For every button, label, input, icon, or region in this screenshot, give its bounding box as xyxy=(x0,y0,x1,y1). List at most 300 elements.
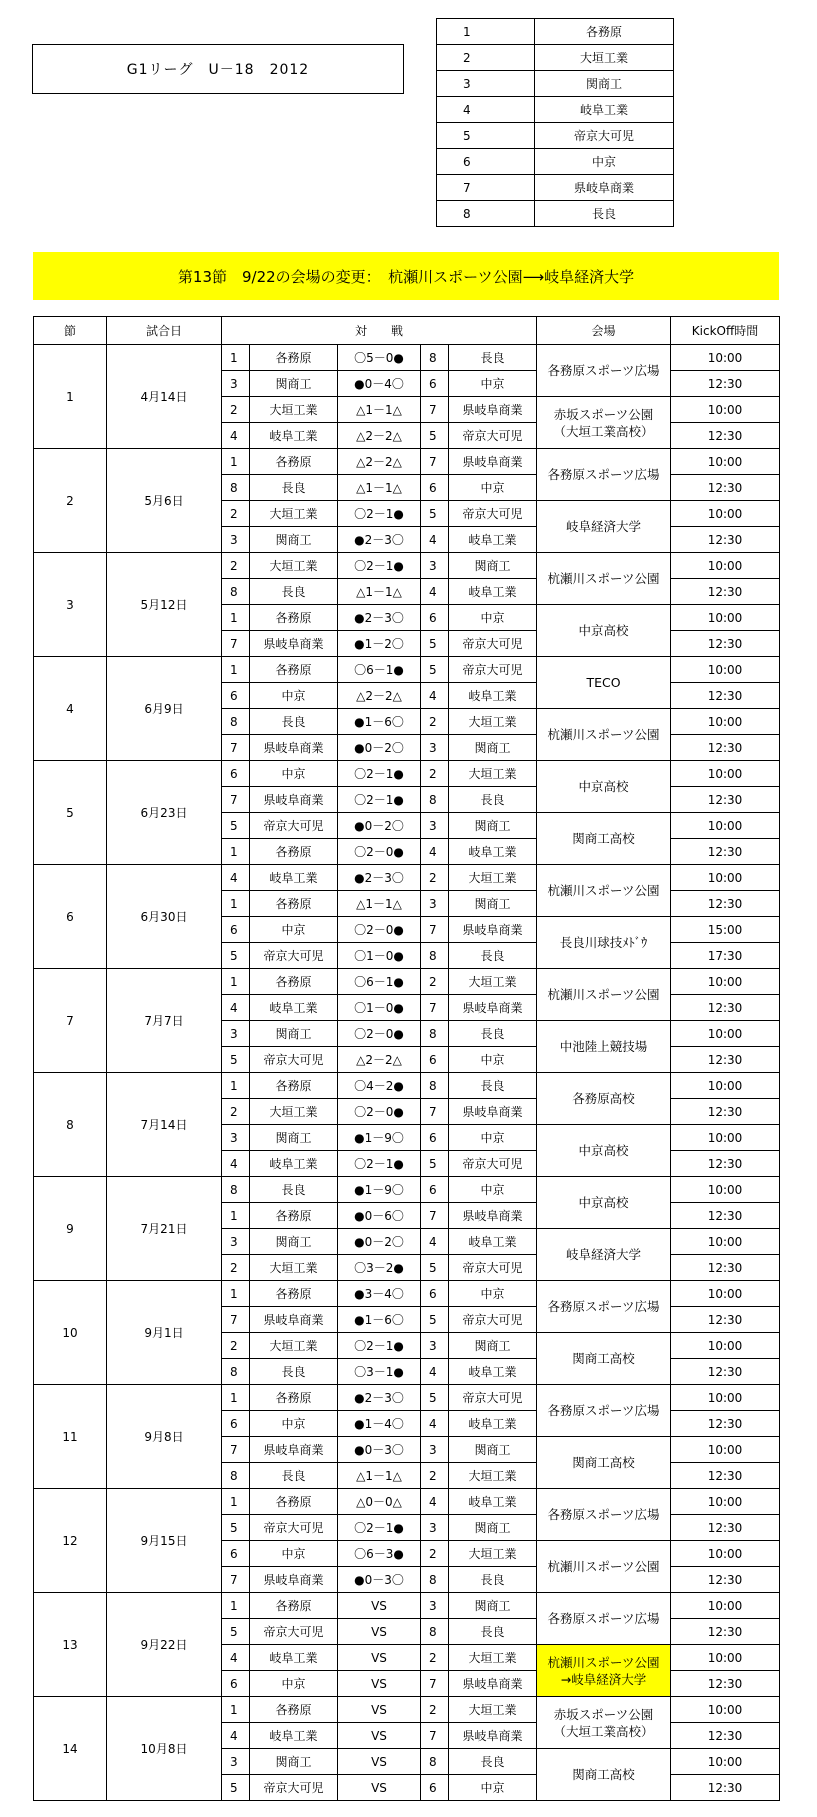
team-number: 2 xyxy=(437,45,535,71)
away-team-number: 4 xyxy=(421,1411,449,1437)
home-team: 帝京大可児 xyxy=(250,1047,338,1073)
kickoff-time: 12:30 xyxy=(671,423,780,449)
match-score: VS xyxy=(338,1619,421,1645)
match-date: 7月14日 xyxy=(107,1073,222,1177)
away-team-number: 4 xyxy=(421,579,449,605)
match-score: ●1－9〇 xyxy=(338,1125,421,1151)
away-team: 中京 xyxy=(449,1281,537,1307)
kickoff-time: 10:00 xyxy=(671,865,780,891)
home-team-number: 1 xyxy=(222,1593,250,1619)
match-score: ●0－2〇 xyxy=(338,1229,421,1255)
team-number: 6 xyxy=(437,149,535,175)
home-team: 大垣工業 xyxy=(250,1099,338,1125)
away-team-number: 5 xyxy=(421,1151,449,1177)
away-team: 岐阜工業 xyxy=(449,839,537,865)
away-team: 県岐阜商業 xyxy=(449,1671,537,1697)
match-date: 10月8日 xyxy=(107,1697,222,1801)
kickoff-time: 12:30 xyxy=(671,995,780,1021)
match-score: △1－1△ xyxy=(338,1463,421,1489)
venue: 岐阜経済大学 xyxy=(537,1229,671,1281)
kickoff-time: 17:30 xyxy=(671,943,780,969)
team-name: 関商工 xyxy=(535,71,674,97)
match-score: 〇5－0● xyxy=(338,345,421,371)
away-team: 関商工 xyxy=(449,1515,537,1541)
team-number: 7 xyxy=(437,175,535,201)
match-score: VS xyxy=(338,1723,421,1749)
away-team: 岐阜工業 xyxy=(449,579,537,605)
team-row xyxy=(437,19,674,45)
team-number: 4 xyxy=(437,97,535,123)
match-date: 5月12日 xyxy=(107,553,222,657)
match-row xyxy=(34,1177,780,1203)
venue: 中京高校 xyxy=(537,605,671,657)
home-team-number: 6 xyxy=(222,1541,250,1567)
match-row xyxy=(34,345,780,371)
home-team-number: 1 xyxy=(222,345,250,371)
home-team: 各務原 xyxy=(250,449,338,475)
kickoff-time: 12:30 xyxy=(671,839,780,865)
match-row xyxy=(34,1073,780,1099)
kickoff-time: 10:00 xyxy=(671,449,780,475)
match-score: 〇2－1● xyxy=(338,1151,421,1177)
away-team-number: 3 xyxy=(421,735,449,761)
match-score: ●0－2〇 xyxy=(338,735,421,761)
home-team: 長良 xyxy=(250,1359,338,1385)
away-team-number: 3 xyxy=(421,553,449,579)
home-team-number: 2 xyxy=(222,501,250,527)
away-team: 帝京大可児 xyxy=(449,1307,537,1333)
away-team-number: 7 xyxy=(421,917,449,943)
home-team: 長良 xyxy=(250,1463,338,1489)
team-row xyxy=(437,175,674,201)
venue: 関商工高校 xyxy=(537,1749,671,1801)
home-team-number: 7 xyxy=(222,631,250,657)
home-team: 県岐阜商業 xyxy=(250,631,338,657)
home-team-number: 1 xyxy=(222,605,250,631)
venue: 中京高校 xyxy=(537,761,671,813)
home-team-number: 2 xyxy=(222,553,250,579)
match-date: 9月8日 xyxy=(107,1385,222,1489)
home-team-number: 5 xyxy=(222,1619,250,1645)
match-score: VS xyxy=(338,1671,421,1697)
home-team: 中京 xyxy=(250,683,338,709)
kickoff-time: 12:30 xyxy=(671,1359,780,1385)
venue: 杭瀬川スポーツ公園 xyxy=(537,969,671,1021)
away-team-number: 6 xyxy=(421,371,449,397)
venue: 各務原スポーツ広場 xyxy=(537,1489,671,1541)
home-team: 各務原 xyxy=(250,1697,338,1723)
match-score: 〇4－2● xyxy=(338,1073,421,1099)
away-team: 岐阜工業 xyxy=(449,1359,537,1385)
home-team-number: 4 xyxy=(222,995,250,1021)
home-team: 長良 xyxy=(250,709,338,735)
match-score: △2－2△ xyxy=(338,683,421,709)
kickoff-time: 10:00 xyxy=(671,1229,780,1255)
home-team-number: 4 xyxy=(222,865,250,891)
match-score: 〇2－1● xyxy=(338,761,421,787)
away-team: 関商工 xyxy=(449,735,537,761)
kickoff-time: 10:00 xyxy=(671,1073,780,1099)
match-score: 〇6－3● xyxy=(338,1541,421,1567)
away-team: 中京 xyxy=(449,1775,537,1801)
away-team-number: 5 xyxy=(421,657,449,683)
home-team: 各務原 xyxy=(250,891,338,917)
match-row xyxy=(34,657,780,683)
team-name: 帝京大可児 xyxy=(535,123,674,149)
home-team-number: 1 xyxy=(222,1203,250,1229)
home-team-number: 8 xyxy=(222,1359,250,1385)
away-team-number: 4 xyxy=(421,683,449,709)
kickoff-time: 12:30 xyxy=(671,1671,780,1697)
venue: 各務原高校 xyxy=(537,1073,671,1125)
round-number: 14 xyxy=(34,1697,107,1801)
home-team: 長良 xyxy=(250,475,338,501)
away-team-number: 2 xyxy=(421,1463,449,1489)
away-team-number: 5 xyxy=(421,501,449,527)
round-number: 11 xyxy=(34,1385,107,1489)
home-team: 岐阜工業 xyxy=(250,995,338,1021)
away-team: 帝京大可児 xyxy=(449,501,537,527)
home-team: 帝京大可児 xyxy=(250,813,338,839)
kickoff-time: 15:00 xyxy=(671,917,780,943)
away-team-number: 5 xyxy=(421,423,449,449)
kickoff-time: 10:00 xyxy=(671,709,780,735)
away-team-number: 7 xyxy=(421,1099,449,1125)
away-team: 長良 xyxy=(449,943,537,969)
match-row xyxy=(34,1385,780,1411)
home-team-number: 1 xyxy=(222,1697,250,1723)
away-team: 長良 xyxy=(449,1021,537,1047)
away-team: 長良 xyxy=(449,1619,537,1645)
match-score: ●1－6〇 xyxy=(338,709,421,735)
team-name: 大垣工業 xyxy=(535,45,674,71)
kickoff-time: 10:00 xyxy=(671,1593,780,1619)
away-team-number: 6 xyxy=(421,1775,449,1801)
home-team: 各務原 xyxy=(250,1489,338,1515)
match-score: ●1－4〇 xyxy=(338,1411,421,1437)
away-team-number: 6 xyxy=(421,1281,449,1307)
home-team: 各務原 xyxy=(250,657,338,683)
header-kickoff: KickOff時間 xyxy=(671,317,780,345)
venue: 各務原スポーツ広場 xyxy=(537,1593,671,1645)
away-team: 大垣工業 xyxy=(449,1541,537,1567)
match-score: VS xyxy=(338,1593,421,1619)
away-team: 帝京大可児 xyxy=(449,1255,537,1281)
match-row xyxy=(34,553,780,579)
match-score: 〇1－0● xyxy=(338,943,421,969)
venue: 各務原スポーツ広場 xyxy=(537,449,671,501)
home-team: 関商工 xyxy=(250,527,338,553)
round-number: 5 xyxy=(34,761,107,865)
kickoff-time: 12:30 xyxy=(671,1411,780,1437)
round-number: 13 xyxy=(34,1593,107,1697)
home-team: 帝京大可児 xyxy=(250,943,338,969)
away-team: 関商工 xyxy=(449,553,537,579)
home-team-number: 1 xyxy=(222,1489,250,1515)
team-name: 長良 xyxy=(535,201,674,227)
team-row xyxy=(437,201,674,227)
away-team: 大垣工業 xyxy=(449,1697,537,1723)
match-score: 〇3－2● xyxy=(338,1255,421,1281)
kickoff-time: 12:30 xyxy=(671,735,780,761)
match-date: 9月22日 xyxy=(107,1593,222,1697)
away-team: 長良 xyxy=(449,1749,537,1775)
kickoff-time: 10:00 xyxy=(671,969,780,995)
home-team-number: 2 xyxy=(222,1255,250,1281)
home-team-number: 1 xyxy=(222,1281,250,1307)
home-team-number: 7 xyxy=(222,735,250,761)
home-team-number: 7 xyxy=(222,787,250,813)
home-team-number: 4 xyxy=(222,1723,250,1749)
kickoff-time: 10:00 xyxy=(671,1333,780,1359)
kickoff-time: 10:00 xyxy=(671,1541,780,1567)
home-team-number: 4 xyxy=(222,1151,250,1177)
match-score: 〇1－0● xyxy=(338,995,421,1021)
round-number: 4 xyxy=(34,657,107,761)
away-team-number: 3 xyxy=(421,1593,449,1619)
venue-change-notice: 第13節 9/22の会場の変更： 杭瀬川スポーツ公園⟶岐阜経済大学 xyxy=(33,252,779,300)
venue: 各務原スポーツ広場 xyxy=(537,345,671,397)
away-team-number: 8 xyxy=(421,1619,449,1645)
kickoff-time: 10:00 xyxy=(671,501,780,527)
away-team: 岐阜工業 xyxy=(449,1489,537,1515)
home-team-number: 5 xyxy=(222,1515,250,1541)
away-team: 中京 xyxy=(449,475,537,501)
match-score: △0－0△ xyxy=(338,1489,421,1515)
venue: 各務原スポーツ広場 xyxy=(537,1385,671,1437)
away-team-number: 6 xyxy=(421,1177,449,1203)
away-team-number: 7 xyxy=(421,1203,449,1229)
kickoff-time: 10:00 xyxy=(671,1489,780,1515)
header-match: 対 戦 xyxy=(222,317,537,345)
match-score: 〇2－1● xyxy=(338,1333,421,1359)
home-team-number: 6 xyxy=(222,761,250,787)
match-score: △1－1△ xyxy=(338,891,421,917)
match-score: ●3－4〇 xyxy=(338,1281,421,1307)
venue: 中京高校 xyxy=(537,1177,671,1229)
match-row xyxy=(34,761,780,787)
home-team-number: 2 xyxy=(222,1333,250,1359)
home-team: 各務原 xyxy=(250,839,338,865)
away-team-number: 8 xyxy=(421,943,449,969)
home-team: 各務原 xyxy=(250,1385,338,1411)
home-team: 県岐阜商業 xyxy=(250,1307,338,1333)
home-team: 大垣工業 xyxy=(250,1333,338,1359)
away-team: 県岐阜商業 xyxy=(449,917,537,943)
away-team: 大垣工業 xyxy=(449,1645,537,1671)
kickoff-time: 10:00 xyxy=(671,1437,780,1463)
home-team-number: 1 xyxy=(222,1073,250,1099)
kickoff-time: 10:00 xyxy=(671,1125,780,1151)
home-team: 関商工 xyxy=(250,1021,338,1047)
away-team: 県岐阜商業 xyxy=(449,449,537,475)
round-number: 9 xyxy=(34,1177,107,1281)
home-team: 関商工 xyxy=(250,1749,338,1775)
kickoff-time: 10:00 xyxy=(671,657,780,683)
schedule-table xyxy=(33,316,780,1801)
away-team: 岐阜工業 xyxy=(449,683,537,709)
away-team-number: 7 xyxy=(421,1671,449,1697)
away-team-number: 4 xyxy=(421,1489,449,1515)
venue: 赤坂スポーツ公園 （大垣工業高校） xyxy=(537,1697,671,1749)
team-row xyxy=(437,123,674,149)
away-team: 帝京大可児 xyxy=(449,423,537,449)
match-score: ●0－3〇 xyxy=(338,1567,421,1593)
home-team: 中京 xyxy=(250,761,338,787)
home-team: 岐阜工業 xyxy=(250,423,338,449)
match-score: 〇2－1● xyxy=(338,501,421,527)
home-team: 県岐阜商業 xyxy=(250,787,338,813)
kickoff-time: 12:30 xyxy=(671,579,780,605)
round-number: 10 xyxy=(34,1281,107,1385)
home-team-number: 2 xyxy=(222,397,250,423)
match-score: ●2－3〇 xyxy=(338,1385,421,1411)
kickoff-time: 10:00 xyxy=(671,1021,780,1047)
home-team-number: 3 xyxy=(222,371,250,397)
team-list xyxy=(436,18,674,227)
kickoff-time: 12:30 xyxy=(671,1203,780,1229)
home-team-number: 6 xyxy=(222,1671,250,1697)
match-score: ●2－3〇 xyxy=(338,527,421,553)
home-team-number: 7 xyxy=(222,1307,250,1333)
away-team-number: 5 xyxy=(421,1385,449,1411)
match-date: 6月9日 xyxy=(107,657,222,761)
away-team-number: 6 xyxy=(421,1125,449,1151)
kickoff-time: 10:00 xyxy=(671,1281,780,1307)
home-team-number: 4 xyxy=(222,1645,250,1671)
away-team-number: 4 xyxy=(421,1229,449,1255)
home-team-number: 3 xyxy=(222,1749,250,1775)
match-row xyxy=(34,1593,780,1619)
home-team-number: 5 xyxy=(222,1775,250,1801)
kickoff-time: 12:30 xyxy=(671,1047,780,1073)
away-team-number: 4 xyxy=(421,1359,449,1385)
team-name: 各務原 xyxy=(535,19,674,45)
kickoff-time: 12:30 xyxy=(671,1463,780,1489)
away-team-number: 2 xyxy=(421,1541,449,1567)
away-team-number: 7 xyxy=(421,1723,449,1749)
venue: 杭瀬川スポーツ公園 →岐阜経済大学 xyxy=(537,1645,671,1697)
home-team-number: 7 xyxy=(222,1567,250,1593)
home-team-number: 5 xyxy=(222,813,250,839)
away-team: 関商工 xyxy=(449,891,537,917)
kickoff-time: 10:00 xyxy=(671,1749,780,1775)
away-team: 県岐阜商業 xyxy=(449,1723,537,1749)
match-row xyxy=(34,1281,780,1307)
home-team-number: 6 xyxy=(222,683,250,709)
match-score: VS xyxy=(338,1775,421,1801)
match-score: △1－1△ xyxy=(338,397,421,423)
match-score: △2－2△ xyxy=(338,1047,421,1073)
venue: 岐阜経済大学 xyxy=(537,501,671,553)
away-team: 中京 xyxy=(449,371,537,397)
away-team-number: 3 xyxy=(421,1333,449,1359)
home-team-number: 6 xyxy=(222,917,250,943)
home-team-number: 3 xyxy=(222,1125,250,1151)
away-team-number: 4 xyxy=(421,839,449,865)
away-team: 関商工 xyxy=(449,1333,537,1359)
venue: 杭瀬川スポーツ公園 xyxy=(537,709,671,761)
away-team: 大垣工業 xyxy=(449,761,537,787)
away-team-number: 7 xyxy=(421,449,449,475)
away-team: 帝京大可児 xyxy=(449,1151,537,1177)
away-team-number: 8 xyxy=(421,1749,449,1775)
kickoff-time: 10:00 xyxy=(671,813,780,839)
match-score: VS xyxy=(338,1645,421,1671)
home-team-number: 3 xyxy=(222,1229,250,1255)
home-team-number: 5 xyxy=(222,943,250,969)
home-team: 各務原 xyxy=(250,1203,338,1229)
away-team-number: 8 xyxy=(421,345,449,371)
home-team-number: 8 xyxy=(222,709,250,735)
kickoff-time: 12:30 xyxy=(671,1567,780,1593)
venue: TECO xyxy=(537,657,671,709)
home-team: 大垣工業 xyxy=(250,553,338,579)
home-team: 関商工 xyxy=(250,1229,338,1255)
home-team-number: 1 xyxy=(222,891,250,917)
away-team: 長良 xyxy=(449,1567,537,1593)
header-venue: 会場 xyxy=(537,317,671,345)
kickoff-time: 10:00 xyxy=(671,345,780,371)
match-score: ●1－2〇 xyxy=(338,631,421,657)
match-score: ●0－6〇 xyxy=(338,1203,421,1229)
away-team-number: 6 xyxy=(421,1047,449,1073)
team-number: 3 xyxy=(437,71,535,97)
match-score: ●2－3〇 xyxy=(338,605,421,631)
team-row xyxy=(437,45,674,71)
match-row xyxy=(34,865,780,891)
venue: 杭瀬川スポーツ公園 xyxy=(537,1541,671,1593)
home-team: 県岐阜商業 xyxy=(250,1567,338,1593)
away-team: 大垣工業 xyxy=(449,1463,537,1489)
away-team-number: 8 xyxy=(421,787,449,813)
home-team-number: 4 xyxy=(222,423,250,449)
kickoff-time: 12:30 xyxy=(671,1307,780,1333)
away-team: 岐阜工業 xyxy=(449,1229,537,1255)
match-score: 〇3－1● xyxy=(338,1359,421,1385)
kickoff-time: 12:30 xyxy=(671,1775,780,1801)
match-score: △2－2△ xyxy=(338,423,421,449)
home-team-number: 3 xyxy=(222,1021,250,1047)
kickoff-time: 12:30 xyxy=(671,475,780,501)
home-team: 各務原 xyxy=(250,1593,338,1619)
away-team-number: 3 xyxy=(421,891,449,917)
home-team: 各務原 xyxy=(250,1281,338,1307)
team-name: 中京 xyxy=(535,149,674,175)
home-team-number: 7 xyxy=(222,1437,250,1463)
kickoff-time: 12:30 xyxy=(671,1151,780,1177)
match-score: ●0－2〇 xyxy=(338,813,421,839)
venue: 中京高校 xyxy=(537,1125,671,1177)
home-team: 帝京大可児 xyxy=(250,1775,338,1801)
home-team: 各務原 xyxy=(250,605,338,631)
away-team: 長良 xyxy=(449,787,537,813)
match-date: 6月30日 xyxy=(107,865,222,969)
match-score: 〇2－0● xyxy=(338,1099,421,1125)
home-team: 岐阜工業 xyxy=(250,1151,338,1177)
away-team: 大垣工業 xyxy=(449,969,537,995)
away-team-number: 7 xyxy=(421,995,449,1021)
kickoff-time: 12:30 xyxy=(671,787,780,813)
home-team-number: 8 xyxy=(222,579,250,605)
match-score: 〇2－1● xyxy=(338,787,421,813)
away-team-number: 8 xyxy=(421,1567,449,1593)
away-team: 関商工 xyxy=(449,813,537,839)
home-team: 帝京大可児 xyxy=(250,1619,338,1645)
round-number: 6 xyxy=(34,865,107,969)
match-date: 9月15日 xyxy=(107,1489,222,1593)
home-team: 中京 xyxy=(250,1411,338,1437)
